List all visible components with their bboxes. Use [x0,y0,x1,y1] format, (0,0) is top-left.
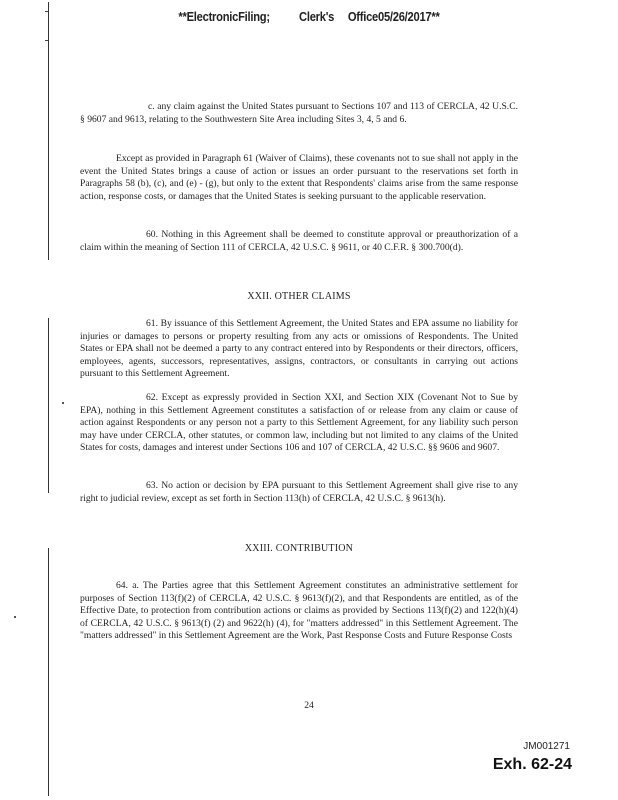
margin-tick [45,40,48,41]
left-margin-line [48,318,49,493]
paragraph-64a [80,580,518,643]
paragraph-64a-text: 64. a. The Parties agree that this Settlement Agreement constitutes an administrative settlement for purposes of Section 113(f)(2) of CERCLA, 42 U.S.C. § 9613(f)(2), and that Respondents are entitled, as of the Effective Date, to protection from contribution actions or claims as provided by Sections 113(f)(2) and 122(h)(4) of CERCLA, 42 U.S.C. § 9613(f) (2) and 9622(h) (4), for "matters addressed" in this Settlement Agreement. The "matters addressed" in this Settlement Agreement are the Work, Past Response Costs and Future Response Costs [80,580,518,642]
page-number: 24 [304,700,314,711]
paragraph-except-61-text: Except as provided in Paragraph 61 (Waiver of Claims), these covenants not to sue shall not apply in the event the United States brings a cause of action or issues an order pursuant to the reservations set forth in Paragraphs 58 (b), (c), and (e) - (g), but only to the extent that Respondents' claims arise from the same response action, response costs, or damages that the United States is seeking pursuant to the applicable reservation. [80,153,518,202]
paragraph-60-text: 60. Nothing in this Agreement shall be deemed to constitute approval or preauthorization of a claim within the meaning of Section 111 of CERCLA, 42 U.S.C. § 9611, or 40 C.F.R. § 300.700(d). [80,229,518,253]
paragraph-63-text: 63. No action or decision by EPA pursuant to this Settlement Agreement shall give rise to any right to judicial review, except as set forth in Section 113(h) of CERCLA, 42 U.S.C. § 9613(h). [80,480,518,504]
paragraph-c-text: c. any claim against the United States pursuant to Sections 107 and 113 of CERCLA, 42 U.S.C. § 9607 and 9613, relating to the Southwestern Site Area including Sites 3, 4, 5 and 6. [80,101,518,125]
electronic-filing-stamp [43,9,574,24]
paragraph-61-text: 61. By issuance of this Settlement Agreement, the United States and EPA assume no liability for injuries or damages to persons or property resulting from any acts or omissions of Respondents. The United States or EPA shall not be deemed a party to any contract entered into by Respondents or their directors, officers, employees, agents, successors, representatives, assigns, contractors, or consultants in carrying out actions pursuant to this Settlement Agreement. [80,318,518,380]
heading-contribution: XXIII. CONTRIBUTION [244,543,354,554]
left-margin-line [48,2,49,260]
paragraph-c [80,101,518,126]
stamp-office-date: Office05/26/2017** [347,9,440,24]
paragraph-61 [80,318,518,381]
bates-number: JM001271 [523,741,570,752]
left-margin-line [48,548,49,796]
paragraph-62-text: 62. Except as expressly provided in Section XXI, and Section XIX (Covenant Not to Sue by EPA), nothing in this Settlement Agreement constitutes a satisfaction of or release from any claim or cause of action against Respondents or any person not a party to this Settlement Agreement, for any liability such person may have under CERCLA, other statutes, or common law, including but not limited to any claims of the United States for costs, damages and interest under Sections 106 and 107 of CERCLA, 42 U.S.C. §§ 9606 and 9607. [80,392,518,454]
paragraph-60 [80,229,518,254]
stamp-electronic-filing: **ElectronicFiling; [178,9,270,24]
paragraph-except-61 [80,153,518,203]
paragraph-63 [80,480,518,505]
exhibit-label: Exh. 62-24 [492,756,572,773]
paragraph-62 [80,392,518,455]
scan-speck [14,616,16,618]
heading-other-claims: XXII. OTHER CLAIMS [247,291,351,302]
stamp-clerks: Clerk's [299,9,335,24]
margin-tick [45,11,48,12]
scan-speck [62,402,64,404]
